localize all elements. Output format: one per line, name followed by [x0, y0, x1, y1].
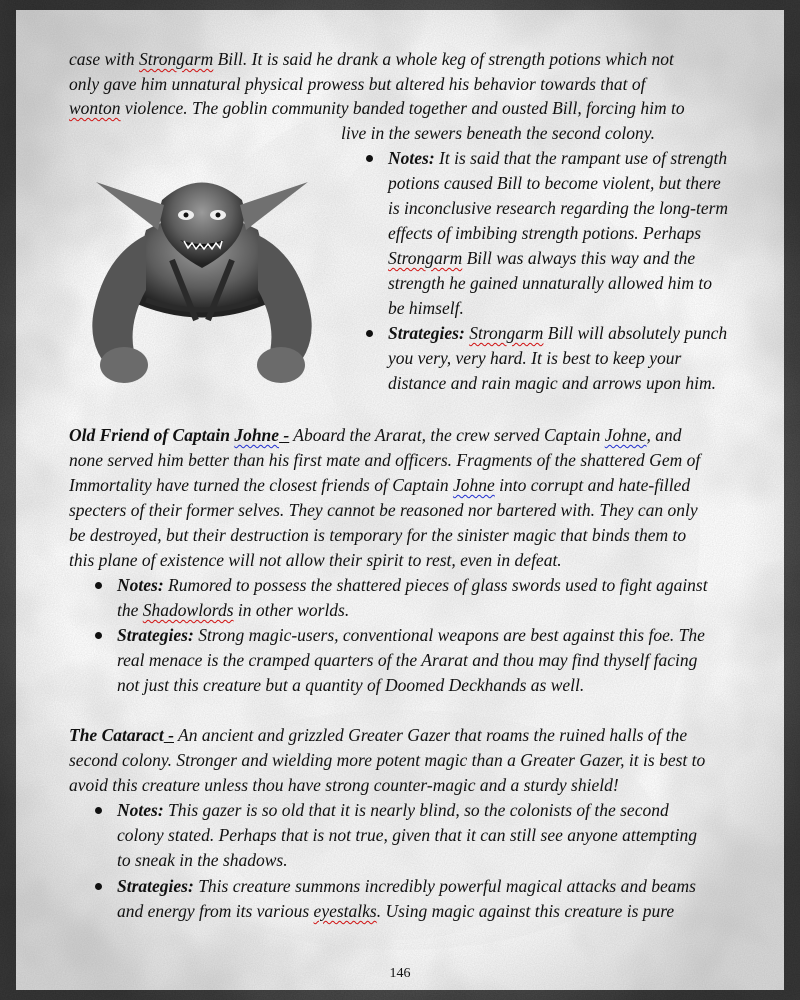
cataract-notes-line-2: colony stated. Perhaps that is not true, given that it can still see anyone attempting — [117, 825, 698, 845]
intro-line-3: wonton violence. The goblin community banded together and ousted Bill, forcing him to — [69, 98, 685, 118]
spelling-flag: eyestalks — [313, 901, 377, 921]
cataract-heading: The Cataract - — [69, 725, 174, 745]
cataract-notes-line-1: Notes: This gazer is so old that it is nearly blind, so the colonists of the second — [117, 800, 669, 820]
old-friend-strategies-line-3: not just this creature but a quantity of Doomed Deckhands as well. — [117, 675, 585, 695]
goblin-illustration — [76, 160, 328, 385]
old-friend-line-3: Immortality have turned the closest friends of Captain Johne into corrupt and hate-filled — [69, 475, 691, 495]
strongarm-notes-line-7: be himself. — [388, 298, 464, 318]
cataract-line-1: The Cataract - An ancient and grizzled Greater Gazer that roams the ruined halls of the — [69, 725, 688, 745]
spelling-flag: wonton — [69, 98, 121, 118]
cataract-strategies-line-1: Strategies: This creature summons incredibly powerful magical attacks and beams — [117, 876, 696, 896]
intro-line-1: case with Strongarm Bill. It is said he drank a whole keg of strength potions which not — [69, 49, 674, 69]
page-number: 146 — [389, 966, 411, 981]
strongarm-strategies-line-1: Strategies: Strongarm Bill will absolutely punch — [388, 323, 728, 343]
bullet-icon — [95, 883, 102, 890]
strongarm-notes-line-5: Strongarm Bill was always this way and the — [388, 248, 696, 268]
spelling-flag: Shadowlords — [142, 600, 234, 620]
old-friend-line-5: be destroyed, but their destruction is temporary for the sinister magic that binds them to — [69, 525, 687, 545]
old-friend-line-6: this plane of existence will not allow their spirit to rest, even in defeat. — [69, 550, 562, 570]
bullet-icon — [95, 807, 102, 814]
spelling-flag: Strongarm — [139, 49, 214, 69]
strongarm-notes-line-4: effects of imbibing strength potions. Perhaps — [388, 223, 702, 243]
old-friend-strategies-line-1: Strategies: Strong magic-users, conventional weapons are best against this foe. The — [117, 625, 705, 645]
strongarm-notes-line-6: strength he gained unnaturally allowed him to — [388, 273, 713, 293]
bullet-icon — [366, 155, 373, 162]
old-friend-notes-line-2: the Shadowlords in other worlds. — [117, 600, 350, 620]
strongarm-notes-line-2: potions caused Bill to become violent, but there — [388, 173, 721, 193]
old-friend-line-4: specters of their former selves. They cannot be reasoned nor bartered with. They can only — [69, 500, 698, 520]
bullet-icon — [95, 632, 102, 639]
bullet-icon — [95, 582, 102, 589]
strongarm-strategies-line-2: you very, very hard. It is best to keep your — [388, 348, 682, 368]
spelling-flag: Strongarm — [469, 323, 544, 343]
cataract-notes-line-3: to sneak in the shadows. — [117, 850, 288, 870]
old-friend-notes-line-1: Notes: Rumored to possess the shattered pieces of glass swords used to fight against — [117, 575, 708, 595]
spelling-flag: Johne — [604, 425, 647, 445]
strongarm-strategies-line-3: distance and rain magic and arrows upon him. — [388, 373, 716, 393]
strongarm-notes-line-1: Notes: It is said that the rampant use of strength — [388, 148, 728, 168]
spelling-flag: Johne — [452, 475, 495, 495]
intro-line-4: live in the sewers beneath the second colony. — [341, 123, 655, 143]
old-friend-line-2: none served him better than his first mate and officers. Fragments of the shattered Gem of — [69, 450, 701, 470]
cataract-strategies-line-2: and energy from its various eyestalks. Using magic against this creature is pure — [117, 901, 675, 921]
old-friend-strategies-line-2: real menace is the cramped quarters of the Ararat and thou may find thyself facing — [117, 650, 698, 670]
bullet-icon — [366, 330, 373, 337]
old-friend-heading: Old Friend of Captain Johne - — [69, 425, 290, 445]
spelling-flag: Strongarm — [388, 248, 463, 268]
strongarm-notes-line-3: is inconclusive research regarding the long-term — [388, 198, 729, 218]
intro-line-2: only gave him unnatural physical prowess but altered his behavior towards that of — [69, 74, 646, 94]
cataract-line-3: avoid this creature unless thou have strong counter-magic and a sturdy shield! — [69, 775, 619, 795]
old-friend-line-1: Old Friend of Captain Johne - Aboard the Ararat, the crew served Captain Johne, and — [69, 425, 682, 445]
cataract-line-2: second colony. Stronger and wielding more potent magic than a Greater Gazer, it is best to — [69, 750, 706, 770]
